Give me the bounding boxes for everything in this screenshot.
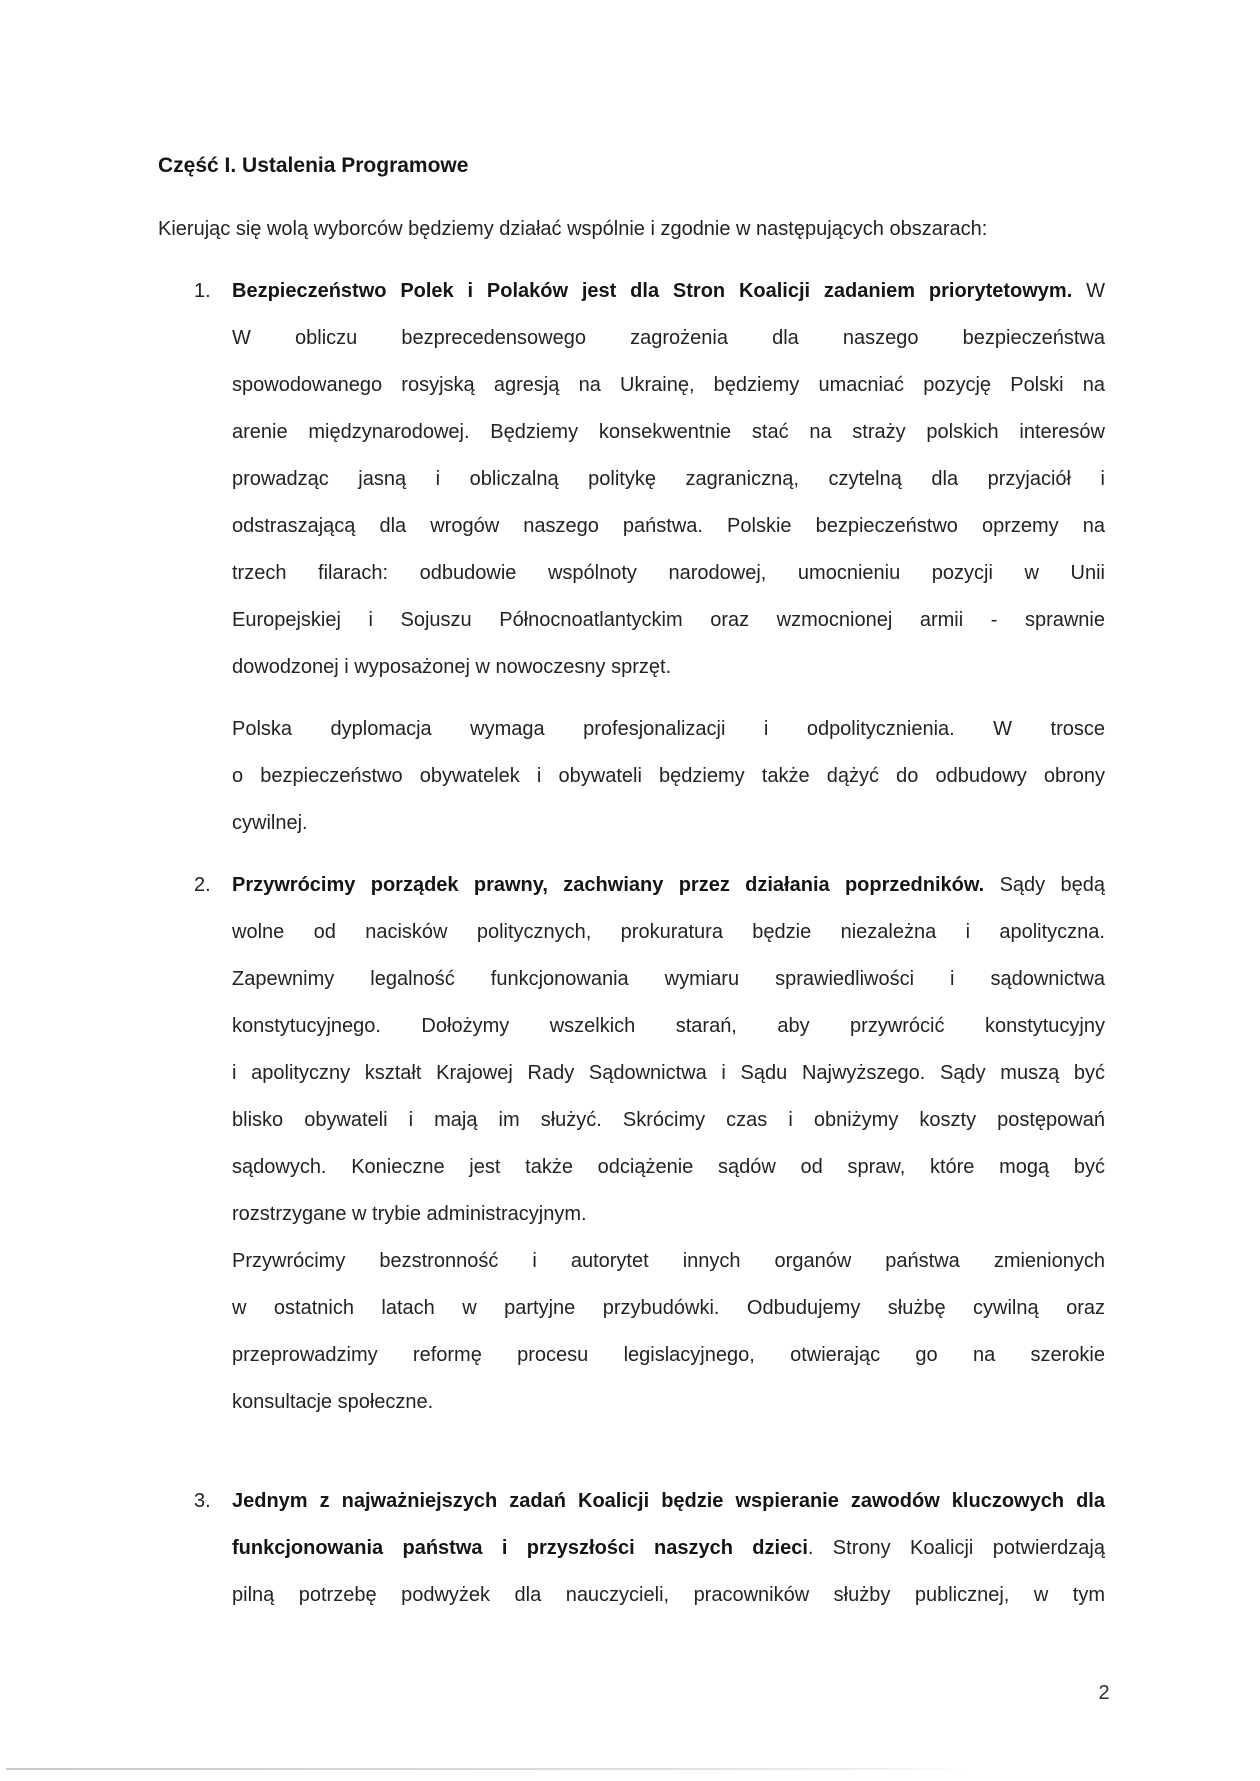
section-heading: Część I. Ustalenia Programowe: [158, 154, 469, 177]
text-segment: dowodzonej i wyposażonej w nowoczesny sprzęt.: [232, 656, 672, 678]
list-item-body: [232, 268, 1105, 847]
text-line: [232, 1191, 1105, 1238]
text-line: [232, 753, 1105, 800]
text-line: [232, 800, 1105, 847]
text-segment: Przywrócimy bezstronność i autorytet innych organów państwa zmienionych: [232, 1250, 1105, 1272]
text-segment: Jednym z najważniejszych zadań Koalicji będzie wspieranie zawodów kluczowych dla: [232, 1490, 1105, 1512]
list-item-body: [232, 1478, 1105, 1619]
text-segment: Przywrócimy porządek prawny, zachwiany przez działania poprzedników.: [232, 874, 985, 896]
text-line: [232, 1572, 1105, 1619]
text-line: [232, 956, 1105, 1003]
text-line: [232, 1285, 1105, 1332]
text-line: [232, 1050, 1105, 1097]
page-number: 2: [1098, 1682, 1110, 1704]
text-segment: trzech filarach: odbudowie wspólnoty narodowej, umocnieniu pozycji w Unii: [232, 562, 1105, 584]
text-segment: pilną potrzebę podwyżek dla nauczycieli, pracowników służby publicznej, w tym: [232, 1584, 1105, 1606]
text-segment: arenie międzynarodowej. Będziemy konsekwentnie stać na straży polskich interesów: [232, 421, 1105, 443]
text-line: [232, 862, 1105, 909]
text-segment: sądowych. Konieczne jest także odciążenie sądów od spraw, które mogą być: [232, 1156, 1105, 1178]
text-segment: i apolityczny kształt Krajowej Rady Sądownictwa i Sądu Najwyższego. Sądy muszą być: [232, 1062, 1105, 1084]
page-content: [158, 142, 1105, 1619]
text-line: [232, 1332, 1105, 1379]
list-item: [158, 1478, 1105, 1619]
text-segment: Polska dyplomacja wymaga profesjonalizacji i odpolitycznienia. W trosce: [232, 718, 1105, 740]
paragraph: [232, 706, 1105, 847]
list-item-number: 2.: [194, 874, 211, 896]
text-segment: Zapewnimy legalność funkcjonowania wymiaru sprawiedliwości i sądownictwa: [232, 968, 1105, 990]
text-segment: prowadząc jasną i obliczalną politykę zagraniczną, czytelną dla przyjaciół i: [232, 468, 1105, 490]
text-line: [232, 409, 1105, 456]
text-segment: . Strony Koalicji potwierdzają: [807, 1537, 1105, 1559]
text-line: [232, 1379, 1105, 1426]
text-segment: rozstrzygane w trybie administracyjnym.: [232, 1203, 587, 1225]
text-line: [232, 909, 1105, 956]
text-line: [232, 706, 1105, 753]
list-item-number: 1.: [194, 280, 211, 302]
text-line: [232, 1144, 1105, 1191]
text-segment: przeprowadzimy reformę procesu legislacyjnego, otwierając go na szerokie: [232, 1344, 1105, 1366]
text-segment: odstraszającą dla wrogów naszego państwa. Polskie bezpieczeństwo oprzemy na: [232, 515, 1105, 537]
text-line: [232, 1097, 1105, 1144]
intro-paragraph: Kierując się wolą wyborców będziemy działać wspólnie i zgodnie w następujących obszarach:: [158, 218, 988, 240]
text-segment: o bezpieczeństwo obywatelek i obywateli będziemy także dążyć do odbudowy obrony: [232, 765, 1105, 787]
text-line: [232, 503, 1105, 550]
text-line: [232, 644, 1105, 691]
paragraph: [232, 268, 1105, 691]
text-segment: konsultacje społeczne.: [232, 1391, 434, 1413]
scan-artifact-line: [6, 1768, 968, 1770]
list-item: [158, 862, 1105, 1426]
text-line: [232, 1238, 1105, 1285]
text-segment: wolne od nacisków politycznych, prokuratura będzie niezależna i apolityczna.: [232, 921, 1105, 943]
text-segment: Europejskiej i Sojuszu Północnoatlantyckim oraz wzmocnionej armii - sprawnie: [232, 609, 1105, 631]
text-line: [232, 268, 1105, 315]
text-segment: funkcjonowania państwa i przyszłości naszych dzieci: [232, 1537, 808, 1559]
paragraph: [232, 862, 1105, 1426]
text-line: [232, 597, 1105, 644]
list-item: [158, 268, 1105, 847]
text-line: [232, 1003, 1105, 1050]
text-segment: w ostatnich latach w partyjne przybudówki. Odbudujemy służbę cywilną oraz: [232, 1297, 1105, 1319]
text-line: [232, 362, 1105, 409]
text-line: [232, 456, 1105, 503]
text-segment: W obliczu bezprecedensowego zagrożenia dla naszego bezpieczeństwa: [232, 327, 1105, 349]
list-item-body: [232, 862, 1105, 1426]
text-segment: spowodowanego rosyjską agresją na Ukrainę, będziemy umacniać pozycję Polski na: [232, 374, 1105, 396]
text-segment: cywilnej.: [232, 812, 308, 834]
text-segment: Bezpieczeństwo Polek i Polaków jest dla Stron Koalicji zadaniem priorytetowym.: [232, 280, 1073, 302]
list-item-number: 3.: [194, 1490, 211, 1512]
text-segment: blisko obywateli i mają im służyć. Skrócimy czas i obniżymy koszty postępowań: [232, 1109, 1105, 1131]
text-segment: Sądy będą: [984, 874, 1105, 896]
text-line: [232, 1525, 1105, 1572]
text-segment: konstytucyjnego. Dołożymy wszelkich starań, aby przywrócić konstytucyjny: [232, 1015, 1105, 1037]
text-line: [232, 315, 1105, 362]
text-segment: W: [1072, 280, 1105, 302]
text-line: [232, 550, 1105, 597]
numbered-list: [158, 268, 1105, 1619]
text-line: [232, 1478, 1105, 1525]
paragraph: [232, 1478, 1105, 1619]
